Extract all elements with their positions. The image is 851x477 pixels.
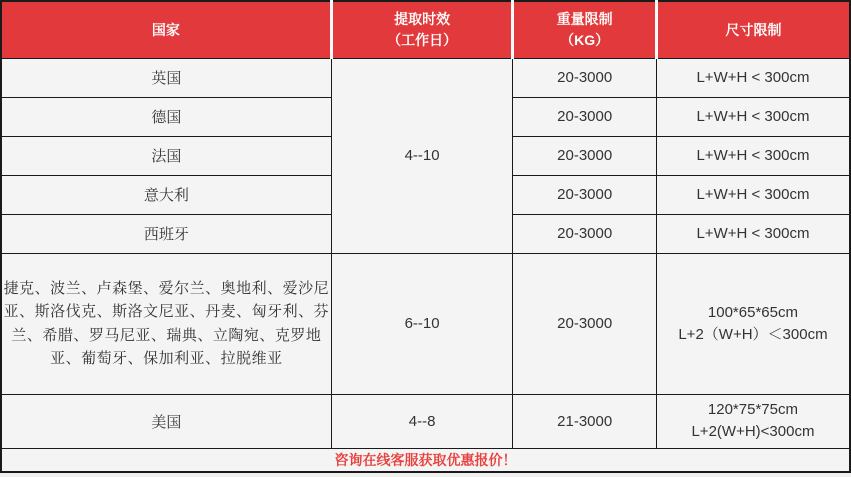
- cell-weight: 20-3000: [513, 136, 656, 175]
- cell-weight: 20-3000: [513, 175, 656, 214]
- cell-country: 美国: [1, 394, 331, 448]
- cell-size: L+W+H < 300cm: [656, 214, 850, 253]
- table-row-uk: [1, 58, 850, 97]
- cell-size: L+W+H < 300cm: [656, 97, 850, 136]
- cell-country: 英国: [1, 58, 331, 97]
- header-country: [1, 1, 331, 58]
- header-pickup-time-line2: （工作日）: [387, 31, 458, 48]
- header-size-limit: [656, 1, 850, 58]
- header-pickup-time: [331, 1, 513, 58]
- cell-country: 德国: [1, 97, 331, 136]
- header-country-label: 国家: [151, 21, 180, 38]
- header-pickup-time-line1: 提取时效: [394, 11, 451, 28]
- cell-country-list: 捷克、波兰、卢森堡、爱尔兰、奥地利、爱沙尼亚、斯洛伐克、斯洛文尼亚、丹麦、匈牙利、芬兰、希腊、罗马尼亚、瑞典、立陶宛、克罗地亚、葡萄牙、保加利亚、拉脱维亚: [1, 253, 331, 394]
- cell-size: L+W+H < 300cm: [656, 175, 850, 214]
- cell-weight: 21-3000: [513, 394, 656, 448]
- header-weight-limit-line2: （KG）: [560, 31, 610, 48]
- cell-size: L+W+H < 300cm: [656, 136, 850, 175]
- table-row-usa: [1, 394, 850, 448]
- page-bottom-strip: [0, 473, 851, 477]
- cell-country: 法国: [1, 136, 331, 175]
- header-size-limit-label: 尺寸限制: [725, 21, 782, 38]
- cell-size: [656, 253, 850, 394]
- cell-size: [656, 394, 850, 448]
- cell-weight: 20-3000: [513, 253, 656, 394]
- footer-note: 咨询在线客服获取优惠报价！: [1, 448, 850, 472]
- cell-pickup-time-group1: 4--10: [331, 58, 513, 253]
- cell-size-line1: 100*65*65cm: [707, 303, 798, 321]
- header-row: [1, 1, 850, 58]
- cell-pickup-time-group3: 4--8: [331, 394, 513, 448]
- header-weight-limit: [513, 1, 656, 58]
- cell-size-line1: 120*75*75cm: [707, 401, 798, 419]
- cell-weight: 20-3000: [513, 97, 656, 136]
- table-row-eu-group: [1, 253, 850, 394]
- cell-weight: 20-3000: [513, 214, 656, 253]
- footer-note-row: [1, 448, 850, 472]
- cell-country: 意大利: [1, 175, 331, 214]
- cell-country: 西班牙: [1, 214, 331, 253]
- cell-weight: 20-3000: [513, 58, 656, 97]
- cell-size-line2: L+2(W+H)<300cm: [691, 423, 815, 440]
- cell-size-line2: L+2（W+H）＜300cm: [678, 325, 828, 343]
- cell-pickup-time-group2: 6--10: [331, 253, 513, 394]
- cell-size: L+W+H < 300cm: [656, 58, 850, 97]
- header-weight-limit-line1: 重量限制: [556, 11, 613, 28]
